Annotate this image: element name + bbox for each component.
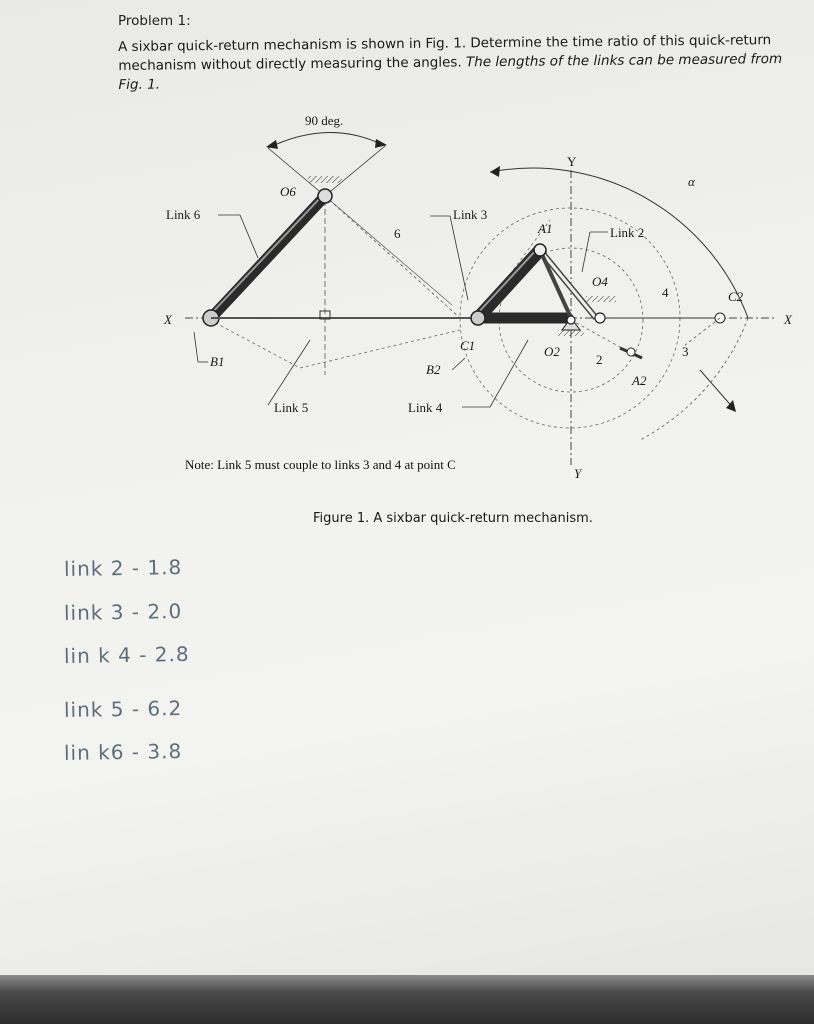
b2-leader bbox=[452, 358, 465, 370]
label-c2: C2 bbox=[728, 289, 744, 304]
alpha-arc bbox=[490, 168, 748, 318]
label-two: 2 bbox=[596, 352, 603, 367]
arc-arrow-top bbox=[490, 166, 500, 177]
alpha-circle bbox=[640, 318, 748, 440]
label-a2: A2 bbox=[632, 373, 647, 388]
label-link3: Link 3 bbox=[453, 207, 488, 222]
problem-text-main: A sixbar quick-return mechanism is shown in Fig. 1. Determine the time ratio of this quick-return mechanism without directly measuring the angles. bbox=[118, 32, 772, 74]
label-c1: C1 bbox=[460, 338, 476, 353]
dashed-o6-c bbox=[325, 196, 452, 305]
label-b2: B2 bbox=[426, 362, 441, 377]
label-six: 6 bbox=[394, 226, 401, 241]
link5-leader bbox=[268, 340, 310, 405]
o6-ground bbox=[308, 176, 342, 183]
label-b1: B1 bbox=[210, 354, 225, 369]
label-link6: Link 6 bbox=[166, 207, 201, 222]
label-y-bottom: Y bbox=[574, 466, 582, 481]
link-3-bar bbox=[478, 250, 540, 318]
handwritten-note-4: link 5 - 6.2 bbox=[63, 695, 183, 723]
a1-pivot bbox=[534, 244, 546, 256]
label-o6: O6 bbox=[280, 184, 296, 199]
handwritten-note-3: lin k 4 - 2.8 bbox=[63, 641, 190, 669]
a2-pivot bbox=[627, 348, 635, 356]
label-y-top: Y bbox=[567, 154, 577, 169]
link3-leader-2 bbox=[450, 216, 468, 300]
handwritten-note-1: link 2 - 1.8 bbox=[63, 554, 183, 582]
handwritten-note-2: link 3 - 2.0 bbox=[63, 598, 183, 626]
link2-leader-2 bbox=[582, 232, 590, 272]
label-link2: Link 2 bbox=[610, 225, 645, 240]
o6-pivot bbox=[318, 189, 332, 203]
link6-leader-2 bbox=[240, 215, 258, 258]
c1-pivot bbox=[471, 311, 485, 325]
desk-shadow bbox=[0, 975, 814, 1024]
label-three: 3 bbox=[682, 344, 689, 359]
label-four: 4 bbox=[662, 285, 669, 300]
ninety-deg-leader-left bbox=[268, 148, 325, 196]
o4-pivot bbox=[595, 313, 605, 323]
link4-leader-2 bbox=[490, 340, 528, 407]
o2-ground-hatch bbox=[558, 330, 584, 336]
handwritten-note-5: lin k6 - 3.8 bbox=[63, 738, 183, 766]
ninety-arrow-left bbox=[266, 140, 278, 149]
label-x-left: X bbox=[164, 312, 172, 327]
figure-note: Note: Link 5 must couple to links 3 and 4 at point C bbox=[185, 457, 456, 472]
link-6-highlight bbox=[209, 196, 322, 316]
link-3-highlight bbox=[476, 249, 537, 315]
o4-ground bbox=[586, 296, 616, 302]
label-x-right: X bbox=[784, 312, 792, 327]
link-6-bar bbox=[211, 196, 325, 318]
problem-text-italic: The lengths of the links can be measured from Fig. 1. bbox=[118, 51, 783, 93]
problem-title: Problem 1: bbox=[118, 13, 191, 29]
b1-leader-2 bbox=[194, 332, 198, 362]
label-a1: A1 bbox=[538, 221, 553, 236]
dashed-o6-b2 bbox=[325, 196, 460, 318]
ninety-arrow-right bbox=[375, 139, 387, 148]
label-link5: Link 5 bbox=[274, 400, 309, 415]
figure-caption: Figure 1. A sixbar quick-return mechanism. bbox=[313, 511, 593, 526]
label-o4: O4 bbox=[592, 274, 608, 289]
label-alpha: α bbox=[688, 174, 695, 189]
c2-link-3 bbox=[685, 318, 720, 345]
label-o2: O2 bbox=[544, 344, 560, 359]
ninety-deg-arc bbox=[268, 132, 385, 148]
angle-label: 90 deg. bbox=[305, 113, 344, 128]
o2-pivot bbox=[567, 316, 575, 324]
label-link4: Link 4 bbox=[408, 400, 443, 415]
ninety-deg-leader-right bbox=[325, 146, 385, 196]
